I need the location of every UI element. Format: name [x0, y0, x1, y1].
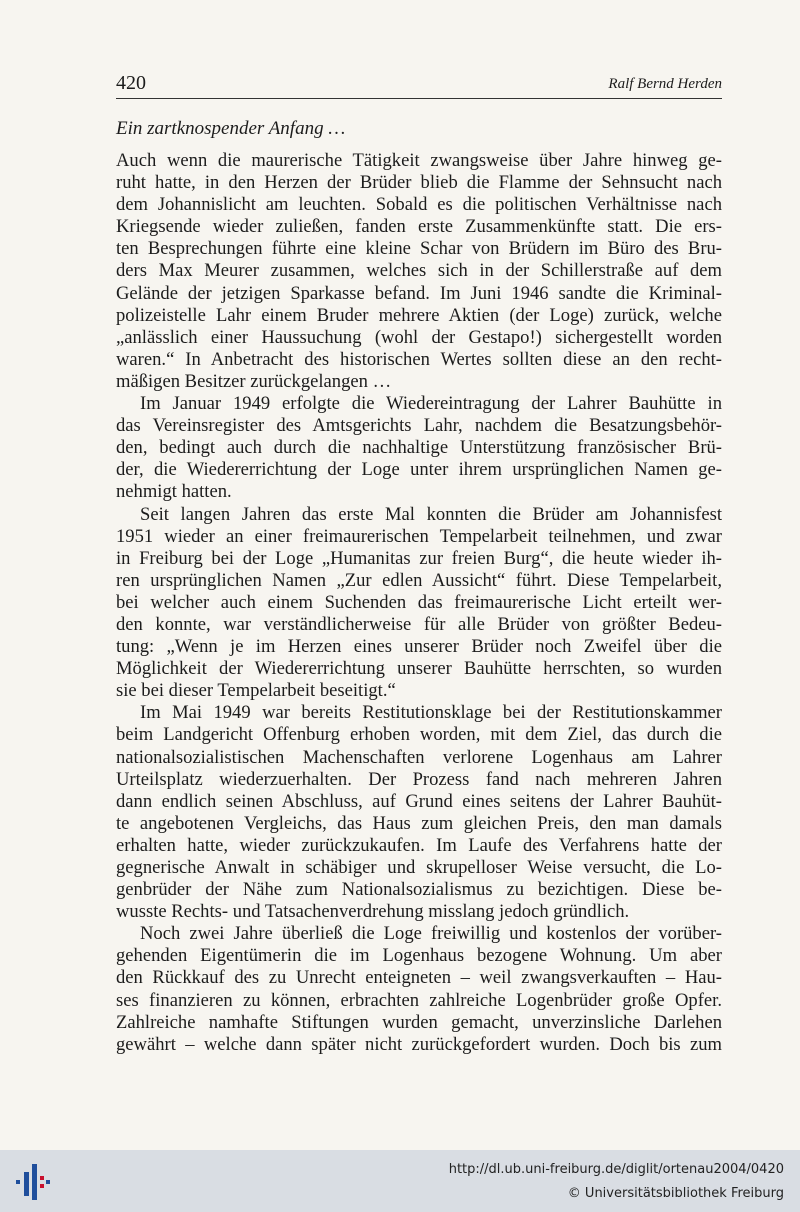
text-line: Seit langen Jahren das erste Mal konnten die Brüder am Johannisfest — [140, 503, 722, 525]
text-line: das Vereinsregister des Amtsgerichts Lahr, nachdem die Besatzungsbehör- — [116, 415, 722, 437]
text-line: ses finanzieren zu können, erbrachten zahlreiche Logenbrüder große Opfer. — [116, 989, 722, 1011]
copyright-notice: © Universitätsbibliothek Freiburg — [567, 1186, 784, 1201]
text-line: beim Landgericht Offenburg erhoben worden, mit dem Ziel, das durch die — [116, 724, 722, 746]
text-line: nehmigt hatten. — [116, 481, 232, 503]
text-line: der, die Wiedererrichtung der Loge unter ihrem ursprünglichen Namen ge- — [116, 459, 722, 481]
text-line: Noch zwei Jahre überließ die Loge freiwillig und kostenlos der vorüber- — [140, 923, 722, 945]
text-line: gewährt – welche dann später nicht zurückgefordert wurden. Doch bis zum — [116, 1033, 722, 1055]
text-line: Gelände der jetzigen Sparkasse befand. Im Juni 1946 sandte die Kriminal- — [116, 282, 722, 304]
text-line: 1951 wieder an einer freimaurerischen Tempelarbeit teilnehmen, und zwar — [116, 525, 722, 547]
text-line: den Rückkauf des zu Unrecht enteigneten – weil zwangsverkauften – Hau- — [116, 967, 722, 989]
text-line: te angebotenen Vergleichs, das Haus zum gleichen Preis, den man damals — [116, 812, 722, 834]
text-line: Im Januar 1949 erfolgte die Wiedereintragung der Lahrer Bauhütte in — [140, 393, 722, 415]
running-head: Ralf Bernd Herden — [608, 76, 722, 92]
text-line: den konnte, war verständlicherweise für alle Brüder von größter Bedeu- — [116, 613, 722, 635]
text-line: genbrüder der Nähe zum Nationalsozialismus zu bezichtigen. Diese be- — [116, 879, 722, 901]
text-line: Möglichkeit der Wiedererrichtung unserer Bauhütte herrschten, so wurden — [116, 658, 722, 680]
text-line: bei welcher auch einem Suchenden das freimaurerische Licht erteilt wer- — [116, 591, 722, 613]
text-line: Zahlreiche namhafte Stiftungen wurden gemacht, unverzinsliche Darlehen — [116, 1011, 722, 1033]
text-line: den, bedingt auch durch die nachhaltige Unterstützung französischer Brü- — [116, 437, 722, 459]
text-line: dann endlich seinen Abschluss, auf Grund eines seitens der Lahrer Bauhüt- — [116, 790, 722, 812]
text-line: Im Mai 1949 war bereits Restitutionsklage bei der Restitutionskammer — [140, 702, 722, 724]
text-line: ders Max Meurer zusammen, welches sich in der Schillerstraße auf dem — [116, 260, 722, 282]
text-line: erhalten hatte, wieder zurückzukaufen. Im Laufe des Verfahrens hatte der — [116, 834, 722, 856]
text-line: polizeistelle Lahr einem Bruder mehrere Aktien (der Loge) zurück, welche — [116, 304, 722, 326]
ub-freiburg-logo-icon — [12, 1162, 52, 1202]
text-line: waren.“ In Anbetracht des historischen Wertes sollten diese an den recht- — [116, 348, 722, 370]
text-line: gehenden Eigentümerin die im Logenhaus bezogene Wohnung. Um aber — [116, 945, 722, 967]
page-header — [116, 72, 722, 99]
text-line: ruht hatte, in den Herzen der Brüder blieb die Flamme der Sehnsucht nach — [116, 172, 722, 194]
text-line: tung: „Wenn je im Herzen eines unserer Brüder noch Zweifel über die — [116, 636, 722, 658]
body-text — [116, 150, 722, 1056]
text-line: Urteilsplatz wiederzuerhalten. Der Prozess fand nach mehreren Jahren — [116, 768, 722, 790]
text-line: Auch wenn die maurerische Tätigkeit zwangsweise über Jahre hinweg ge- — [116, 150, 722, 171]
text-line: nationalsozialistischen Machenschaften verlorene Logenhaus am Lahrer — [116, 746, 722, 768]
text-line: wusste Rechts- und Tatsachenverdrehung misslang jedoch gründlich. — [116, 901, 630, 923]
library-footer — [0, 1150, 800, 1212]
text-line: Kriegsende wieder zuließen, fanden erste Zusammenkünfte statt. Die ers- — [116, 216, 722, 238]
page-number: 420 — [116, 72, 146, 94]
text-line: in Freiburg bei der Loge „Humanitas zur freien Burg“, die heute wieder ih- — [116, 547, 722, 569]
text-line: gegnerische Anwalt in schäbiger und skrupelloser Weise versucht, die Lo- — [116, 857, 722, 878]
text-line: „anlässlich einer Haussuchung (wohl der Gestapo!) sichergestellt worden — [116, 326, 722, 348]
text-line: sie bei dieser Tempelarbeit beseitigt.“ — [116, 680, 396, 702]
text-line: ren ursprünglichen Namen „Zur edlen Aussicht“ führt. Diese Tempelarbeit, — [116, 569, 722, 591]
digital-library-link[interactable]: http://dl.ub.uni-freiburg.de/diglit/ortenau2004/0420 — [448, 1162, 784, 1177]
text-line: mäßigen Besitzer zurückgelangen … — [116, 370, 392, 392]
section-title: Ein zartknospender Anfang … — [116, 118, 346, 139]
text-line: dem Johannislicht am leuchten. Sobald es die politischen Verhältnisse nach — [116, 194, 722, 216]
text-line: ten Besprechungen führte eine kleine Schar von Brüdern im Büro des Bru- — [116, 238, 722, 260]
